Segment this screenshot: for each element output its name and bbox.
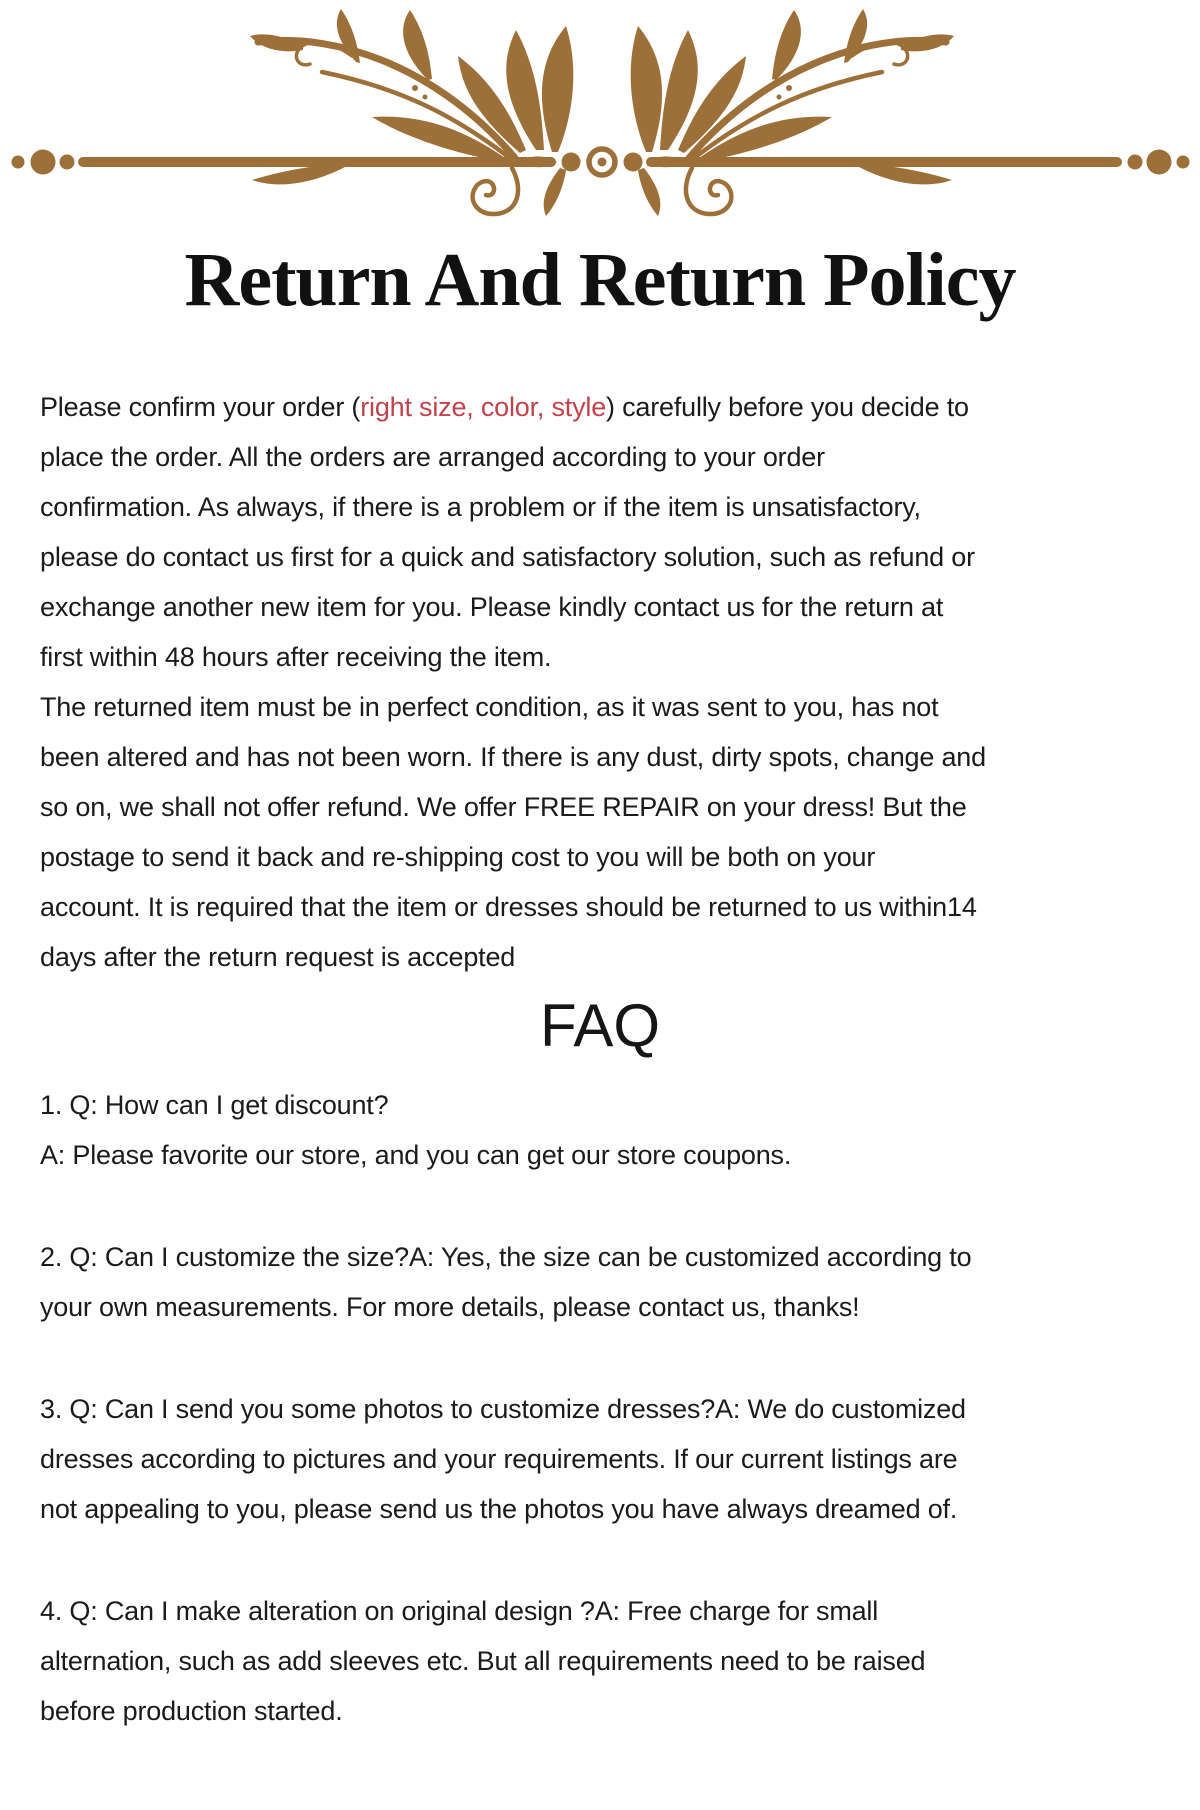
policy-line: confirmation. As always, if there is a problem or if the item is unsatisfactory, bbox=[40, 492, 921, 522]
faq-answer-line: before production started. bbox=[40, 1696, 343, 1726]
faq-heading: FAQ bbox=[539, 992, 661, 1059]
policy-paragraph bbox=[40, 382, 1160, 982]
policy-line bbox=[40, 382, 1160, 432]
policy-line: exchange another new item for you. Please kindly contact us for the return at bbox=[40, 592, 944, 622]
policy-highlight-text: right size, color, style bbox=[360, 392, 607, 422]
faq-item bbox=[40, 1384, 1160, 1534]
faq-question-line: 1. Q: How can I get discount? bbox=[40, 1090, 389, 1120]
policy-line: so on, we shall not offer refund. We offer FREE REPAIR on your dress! But the bbox=[40, 792, 967, 822]
faq-answer-line: your own measurements. For more details, please contact us, thanks! bbox=[40, 1292, 860, 1322]
page-title: Return And Return Policy bbox=[184, 238, 1016, 322]
policy-text-before-highlight: Please confirm your order ( bbox=[40, 392, 361, 422]
policy-line: postage to send it back and re-shipping cost to you will be both on your bbox=[40, 842, 876, 872]
faq-answer-line: not appealing to you, please send us the photos you have always dreamed of. bbox=[40, 1494, 958, 1524]
policy-line: been altered and has not been worn. If there is any dust, dirty spots, change and bbox=[40, 742, 986, 772]
faq-item bbox=[40, 1080, 1160, 1180]
policy-line: days after the return request is accepted bbox=[40, 942, 516, 972]
policy-line: The returned item must be in perfect condition, as it was sent to you, has not bbox=[40, 692, 939, 722]
faq-answer-line: dresses according to pictures and your requirements. If our current listings are bbox=[40, 1444, 958, 1474]
policy-line: place the order. All the orders are arranged according to your order bbox=[40, 442, 825, 472]
faq-answer-line: alternation, such as add sleeves etc. But all requirements need to be raised bbox=[40, 1646, 926, 1676]
faq-item bbox=[40, 1586, 1160, 1736]
floral-divider-ornament bbox=[0, 0, 1200, 225]
policy-line: account. It is required that the item or dresses should be returned to us within14 bbox=[40, 892, 977, 922]
faq-question-line: 4. Q: Can I make alteration on original design ?A: Free charge for small bbox=[40, 1596, 879, 1626]
faq-list bbox=[40, 1080, 1160, 1736]
policy-line: please do contact us first for a quick and satisfactory solution, such as refund or bbox=[40, 542, 975, 572]
faq-question-line: 2. Q: Can I customize the size?A: Yes, the size can be customized according to bbox=[40, 1242, 972, 1272]
policy-text-after-highlight: ) carefully before you decide to bbox=[606, 392, 969, 422]
policy-line: first within 48 hours after receiving the item. bbox=[40, 642, 552, 672]
faq-item bbox=[40, 1232, 1160, 1332]
faq-question-line: 3. Q: Can I send you some photos to customize dresses?A: We do customized bbox=[40, 1394, 966, 1424]
faq-answer-line: A: Please favorite our store, and you can get our store coupons. bbox=[40, 1140, 792, 1170]
policy-content bbox=[0, 382, 1200, 1736]
